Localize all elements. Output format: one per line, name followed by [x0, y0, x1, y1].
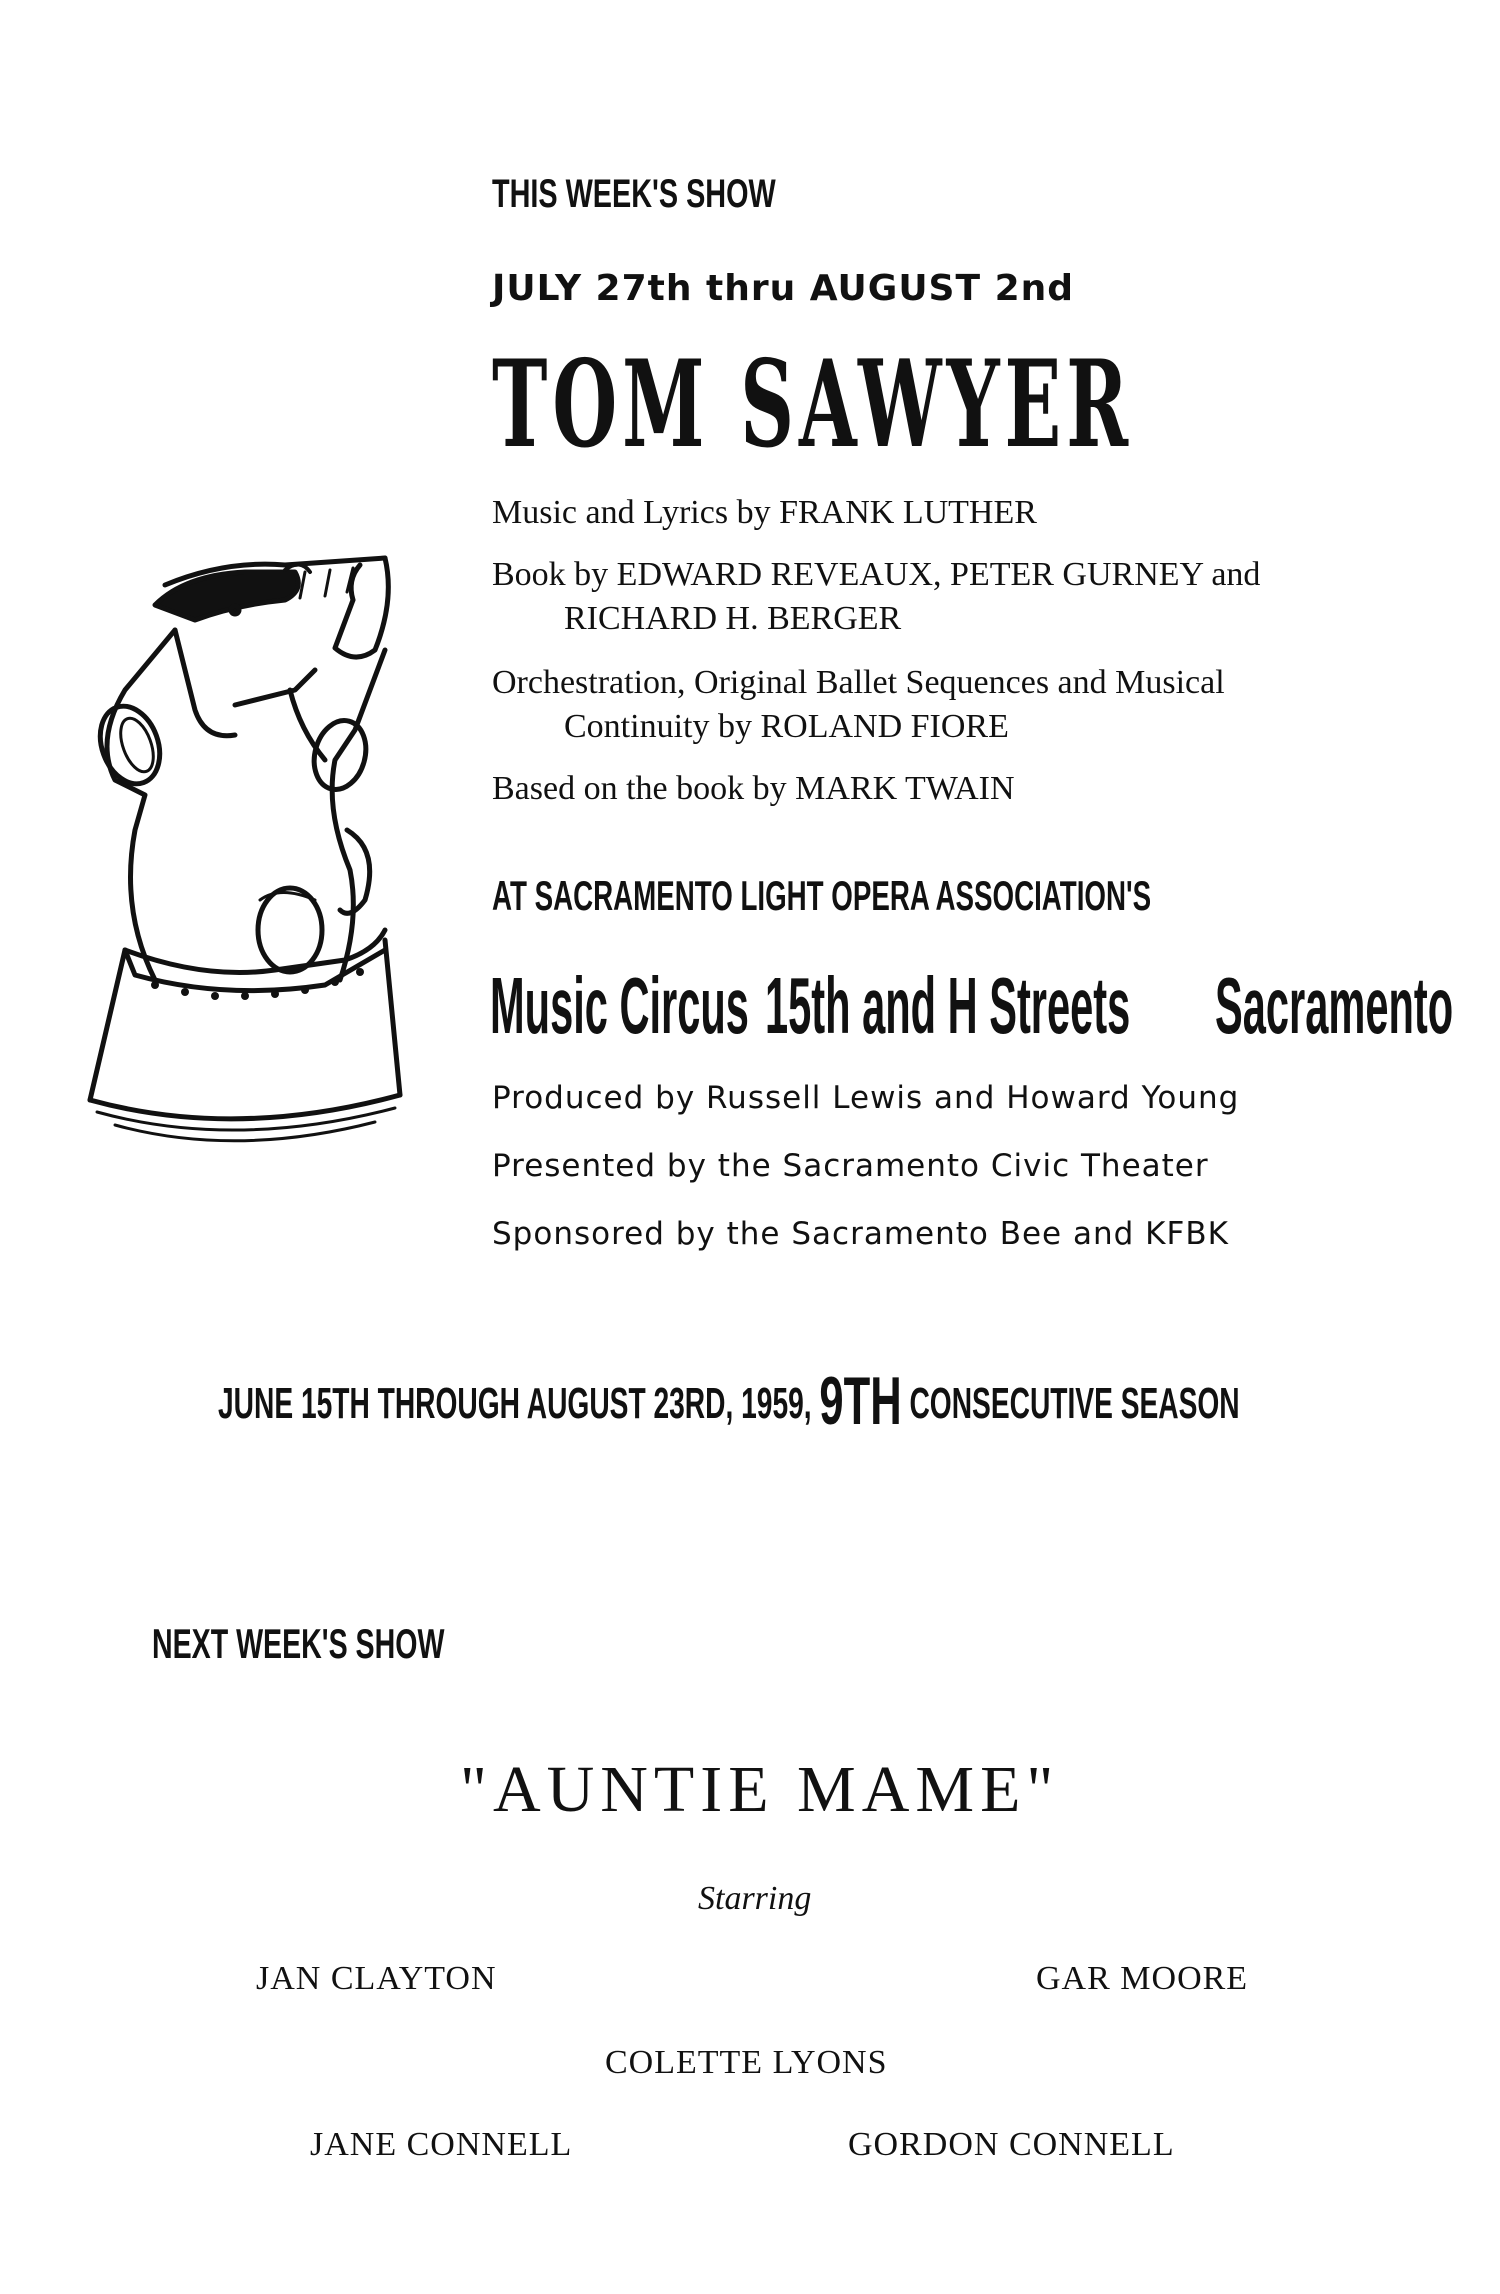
music-credit: Music and Lyrics by FRANK LUTHER	[492, 494, 1037, 531]
association-line: AT SACRAMENTO LIGHT OPERA ASSOCIATION'S	[492, 872, 1152, 919]
produced-by: Produced by Russell Lewis and Howard Young	[492, 1080, 1240, 1116]
book-credit-continued: RICHARD H. BERGER	[564, 600, 902, 637]
sponsored-by: Sponsored by the Sacramento Bee and KFBK	[492, 1216, 1229, 1252]
venue-name: Music Circus	[490, 961, 749, 1050]
next-week-label: NEXT WEEK'S SHOW	[152, 1620, 445, 1667]
season-dates: JUNE 15TH THROUGH AUGUST 23RD, 1959,	[218, 1379, 812, 1428]
venue-city: Sacramento	[1215, 961, 1454, 1050]
star-name: JAN CLAYTON	[256, 1960, 497, 1997]
next-show-title: "AUNTIE MAME"	[460, 1753, 1060, 1826]
venue-address: 15th and H Streets	[765, 961, 1131, 1050]
star-name: JANE CONNELL	[310, 2126, 573, 2163]
book-credit: Book by EDWARD REVEAUX, PETER GURNEY and	[492, 556, 1261, 593]
based-on-credit: Based on the book by MARK TWAIN	[492, 770, 1015, 807]
starring-label: Starring	[698, 1880, 812, 1917]
orchestration-credit-continued: Continuity by ROLAND FIORE	[564, 708, 1009, 745]
star-name: GAR MOORE	[1036, 1960, 1249, 1997]
show-title: TOM SAWYER	[492, 334, 1133, 475]
star-name: GORDON CONNELL	[848, 2126, 1175, 2163]
presented-by: Presented by the Sacramento Civic Theater	[492, 1148, 1209, 1184]
orchestration-credit: Orchestration, Original Ballet Sequences and Musical	[492, 664, 1225, 701]
season-number: 9TH	[819, 1363, 902, 1439]
show-dates: JULY 27th thru AUGUST 2nd	[492, 268, 1075, 309]
season-line	[218, 1362, 1240, 1440]
star-name: COLETTE LYONS	[605, 2044, 888, 2081]
this-week-label: THIS WEEK'S SHOW	[492, 172, 776, 216]
season-label: CONSECUTIVE SEASON	[909, 1379, 1240, 1428]
elephant-on-drum-illustration	[85, 530, 435, 1150]
